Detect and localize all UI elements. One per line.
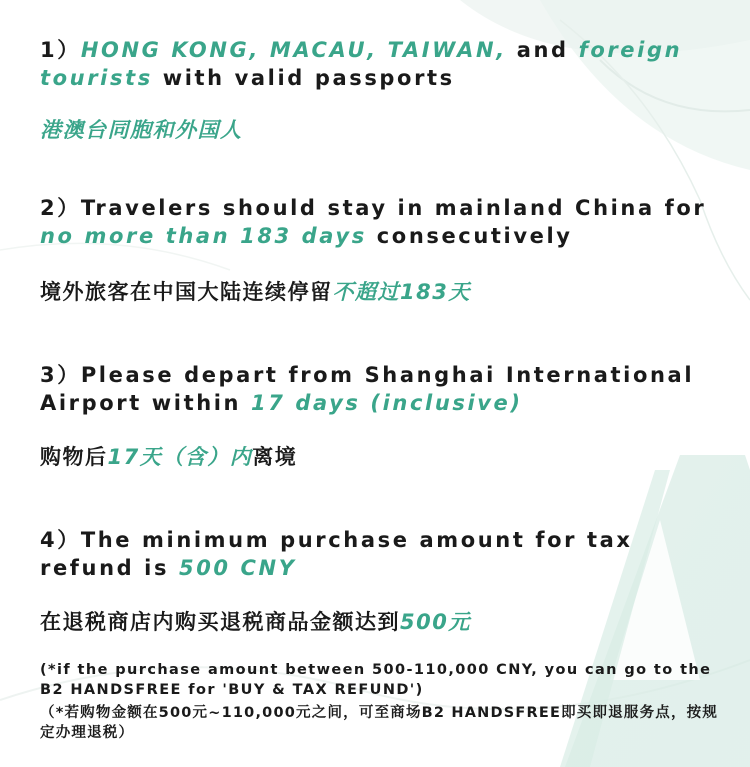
highlight-text: HONG KONG, MACAU, TAIWAN, [80, 38, 507, 62]
body-text: 境外旅客在中国大陆连续停留 [40, 280, 333, 304]
requirement-3-zh [40, 443, 730, 471]
requirement-2-zh [40, 278, 730, 306]
requirement-number: 2） [40, 196, 81, 220]
requirement-4-zh [40, 608, 730, 636]
tax-refund-requirements [40, 36, 730, 743]
requirement-3 [40, 361, 730, 471]
highlight-text: 不超过183天 [332, 280, 471, 304]
requirement-1-en [40, 36, 730, 92]
requirement-number: 1） [40, 38, 81, 62]
requirement-3-en [40, 361, 730, 417]
requirement-4-en [40, 526, 730, 582]
body-text: with valid passports [152, 66, 455, 90]
highlight-text: 港澳台同胞和外国人 [40, 118, 243, 142]
highlight-text: 500 CNY [179, 556, 297, 580]
footnote-en: (*if the purchase amount between 500-110,000 CNY, you can go to the B2 HANDSFREE for 'BUY & TAX REFUND') [40, 662, 712, 698]
highlight-text: 17 days (inclusive) [251, 391, 523, 415]
body-text: Please depart from Shanghai International Airport within [40, 363, 695, 415]
highlight-text: 500元 [400, 610, 471, 634]
highlight-text: foreign tourists [40, 38, 683, 90]
requirement-number: 4） [40, 528, 81, 552]
body-text: and [506, 38, 579, 62]
body-text: 购物后 [40, 445, 108, 469]
requirement-number: 3） [40, 363, 81, 387]
body-text: 在退税商店内购买退税商品金额达到 [40, 610, 400, 634]
highlight-text: no more than 183 days [40, 224, 367, 248]
body-text: Travelers should stay in mainland China for [80, 196, 707, 220]
requirement-2-en [40, 194, 730, 250]
requirement-1-zh [40, 116, 730, 144]
requirement-2 [40, 194, 730, 306]
highlight-text: 17天（含）内 [107, 445, 253, 469]
requirement-1 [40, 36, 730, 144]
requirement-4 [40, 526, 730, 636]
footnote [40, 660, 730, 743]
body-text: consecutively [366, 224, 573, 248]
body-text: The minimum purchase amount for tax refund is [40, 528, 633, 580]
footnote-zh: （*若购物金额在500元~110,000元之间，可至商场B2 HANDSFREE即买即退服务点，按规定办理退税） [40, 705, 719, 741]
body-text: 离境 [252, 445, 298, 469]
